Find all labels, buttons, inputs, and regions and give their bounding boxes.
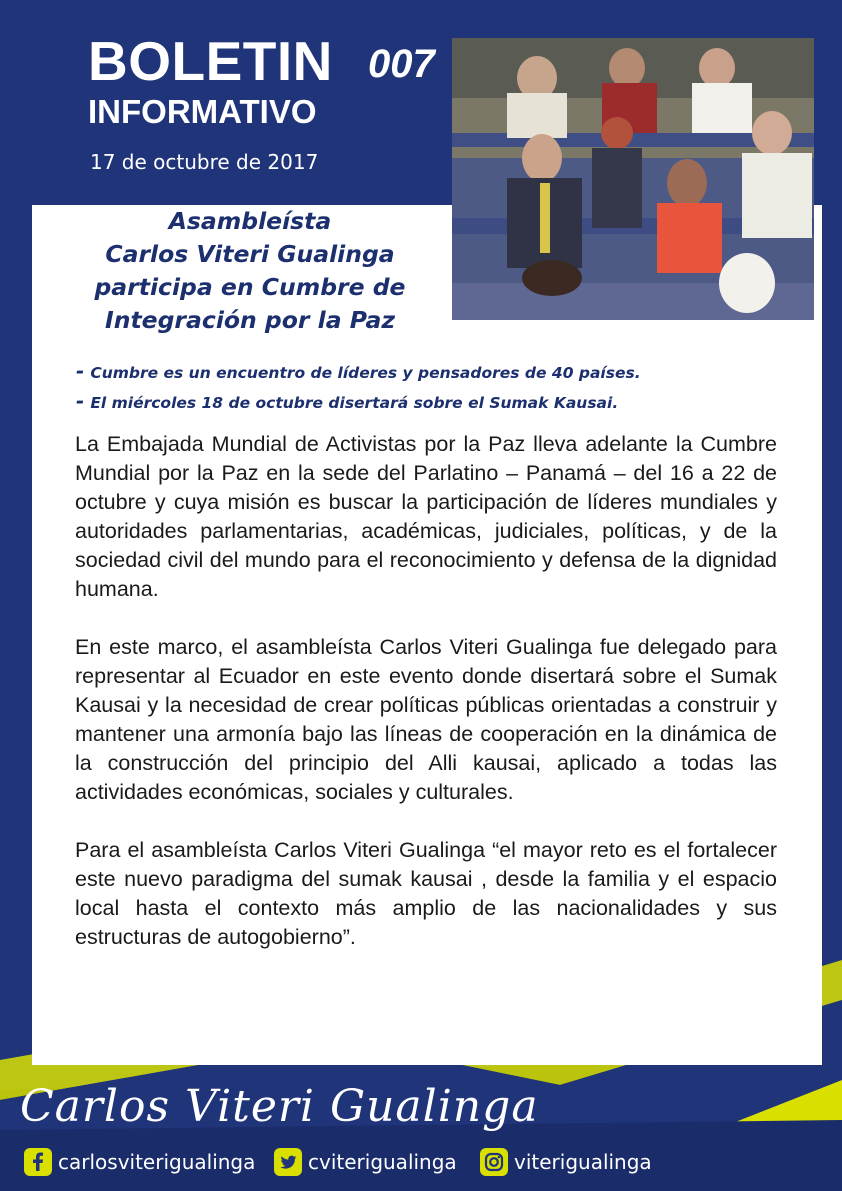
article-body: [75, 430, 777, 981]
instagram-link[interactable]: [480, 1148, 652, 1176]
facebook-link[interactable]: [24, 1148, 255, 1176]
signature: Carlos Viteri Gualinga: [20, 1081, 539, 1132]
bulletin-title: BOLETIN: [88, 30, 333, 92]
audience-photo-illustration: [452, 38, 814, 320]
body-paragraph: En este marco, el asambleísta Carlos Viteri Gualinga fue delegado para representar al Ecuador en este evento donde disertará sobre el Sumak Kausai y la necesidad de crear políticas públicas orientadas a construir y mantener una armonía bajo las líneas de cooperación en la dinámica de la construcción del principio del Alli kausai, aplicado a todas las actividades económicas, sociales y culturales.: [75, 635, 777, 804]
event-photo: [452, 38, 814, 320]
instagram-handle: viterigualinga: [514, 1150, 652, 1174]
instagram-icon: [480, 1148, 508, 1176]
highlight-item: - Cumbre es un encuentro de líderes y pensadores de 40 países.: [76, 359, 641, 383]
highlights-list: [76, 357, 641, 417]
publication-date: 17 de octubre de 2017: [90, 150, 319, 174]
highlight-text: El miércoles 18 de octubre disertará sobre el Sumak Kausai.: [90, 394, 619, 412]
headline: [55, 205, 445, 337]
twitter-link[interactable]: [274, 1148, 457, 1176]
headline-line: participa en Cumbre de: [94, 273, 406, 301]
twitter-icon: [274, 1148, 302, 1176]
body-paragraph: Para el asambleísta Carlos Viteri Gualinga “el mayor reto es el fortalecer este nuevo paradigma del sumak kausai , desde la familia y el espacio local hasta el contexto más amplio de las nacionalidades y sus estructuras de autogobierno”.: [75, 838, 777, 949]
headline-line: Carlos Viteri Gualinga: [105, 240, 395, 268]
facebook-handle: carlosviterigualinga: [58, 1150, 256, 1174]
headline-line: Asambleísta: [168, 207, 332, 235]
issue-number: 007: [368, 42, 435, 86]
body-paragraph: La Embajada Mundial de Activistas por la Paz lleva adelante la Cumbre Mundial por la Paz en la sede del Parlatino – Panamá – del 16 a 22 de octubre y cuya misión es buscar la participación de líderes mundiales y autoridades parlamentarias, académicas, judiciales, políticas, y de la sociedad civil del mundo para el reconocimiento y defensa de la dignidad humana.: [75, 432, 777, 601]
bulletin-subtitle: INFORMATIVO: [88, 93, 317, 130]
highlight-text: Cumbre es un encuentro de líderes y pensadores de 40 países.: [90, 364, 641, 382]
headline-line: Integración por la Paz: [104, 306, 396, 334]
twitter-handle: cviterigualinga: [308, 1150, 457, 1174]
highlight-item: - El miércoles 18 de octubre disertará sobre el Sumak Kausai.: [76, 389, 619, 413]
facebook-icon: [24, 1148, 52, 1176]
